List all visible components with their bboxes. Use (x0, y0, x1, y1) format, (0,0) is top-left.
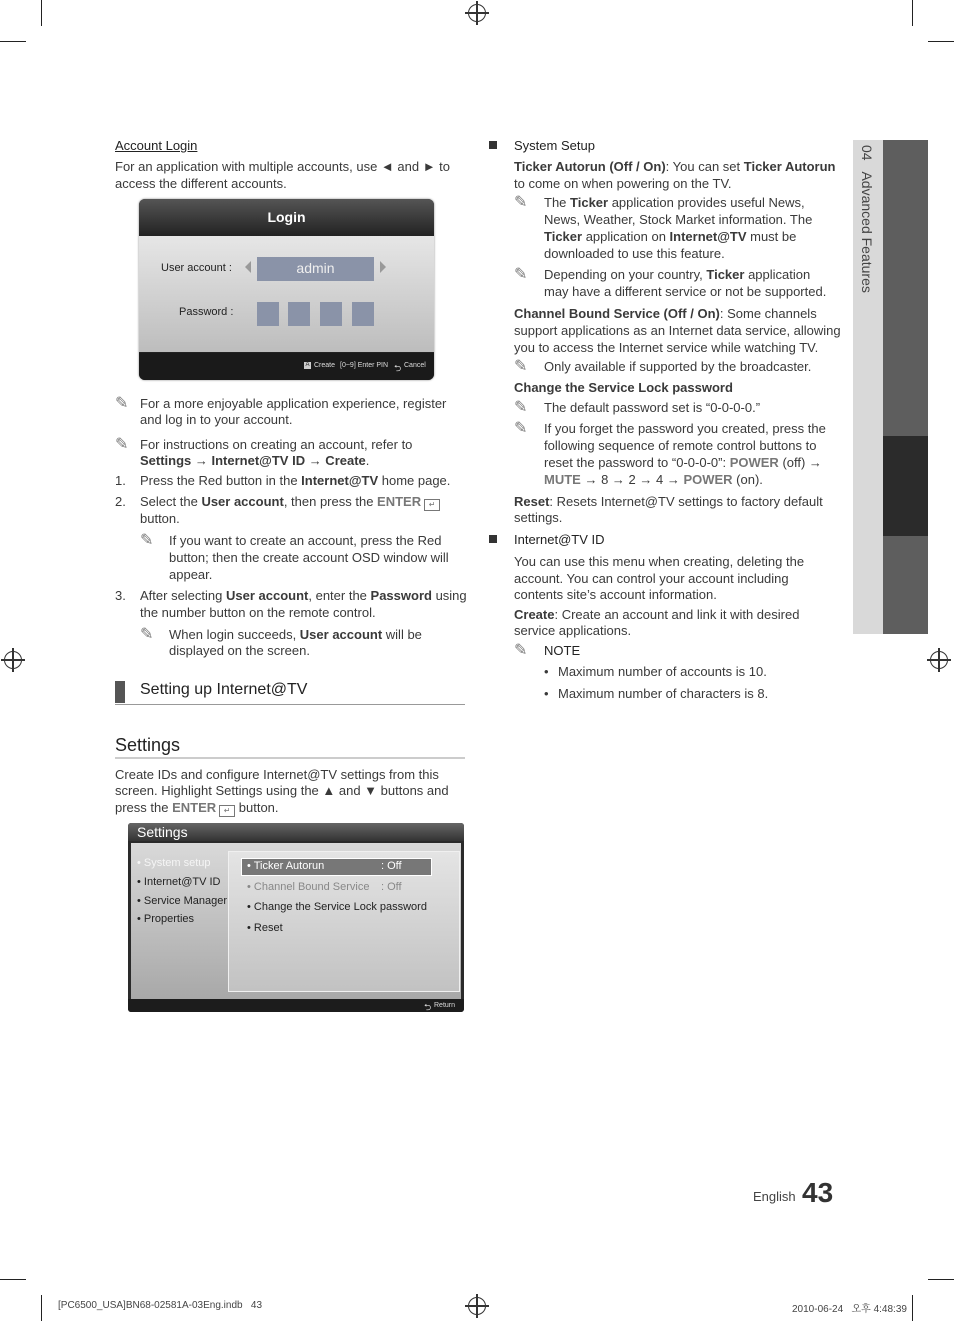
step-text: the number button on the remote control. (140, 605, 376, 620)
pencil-note-icon: ✎ (115, 436, 129, 453)
menu-item-internet-tv-id[interactable]: • Internet@TV ID (137, 876, 221, 888)
section-rule (115, 704, 465, 705)
submenu-ticker-autorun-value: : Off (381, 860, 402, 872)
note-text: Settings → Internet@TV ID → Create. (140, 453, 370, 468)
settings-footer (128, 999, 464, 1012)
pencil-note-icon: ✎ (514, 266, 528, 283)
crop-mark (928, 1279, 954, 1280)
account-login-text: For an application with multiple accounts, use ◄ and ► to (115, 159, 451, 174)
pin-digit-field[interactable] (257, 302, 279, 326)
return-icon: ⮌ (394, 363, 402, 373)
submenu-channel-bound-service[interactable]: • Channel Bound Service (247, 881, 370, 893)
submenu-channel-bound-service-value: : Off (381, 881, 402, 893)
pencil-note-icon: ✎ (115, 395, 129, 412)
submenu-change-lock-password[interactable]: • Change the Service Lock password (247, 901, 427, 913)
channel-bound-text: Channel Bound Service (Off / On): Some channels (514, 306, 817, 321)
settings-panel (131, 843, 461, 999)
registration-mark-icon (4, 651, 22, 669)
square-bullet-icon (489, 141, 497, 149)
registration-mark-icon (468, 1297, 486, 1315)
pencil-note-icon: ✎ (514, 399, 528, 416)
square-bullet-icon (489, 535, 497, 543)
settings-dialog (128, 823, 464, 1012)
enter-icon: ↵ (424, 499, 440, 511)
note-text: MUTE → 8 → 2 → 4 → POWER (on). (544, 472, 763, 487)
language-label: English (753, 1189, 796, 1204)
note-text: button; then the create account OSD window will (169, 550, 449, 565)
return-icon: ⮌ (424, 1002, 432, 1012)
heading-rule (115, 757, 465, 759)
pin-digit-field[interactable] (352, 302, 374, 326)
note-text: The default password set is “0-0-0-0.” (544, 400, 761, 415)
note-text: Ticker application on Internet@TV must be (544, 229, 797, 244)
crop-mark (912, 0, 913, 26)
enter-icon: ↵ (219, 805, 235, 817)
settings-submenu (228, 851, 460, 992)
registration-mark-icon (468, 4, 486, 22)
print-date: 2010-06-24 오후 4:48:39 (792, 1304, 907, 1315)
pencil-note-icon: ✎ (140, 626, 154, 643)
settings-text: screen. Highlight Settings using the ▲ and ▼ buttons and (115, 783, 449, 798)
reset-text: Reset: Resets Internet@TV settings to factory default (514, 494, 823, 509)
chapter-tab-block (883, 140, 928, 436)
chapter-tab-block (883, 536, 928, 634)
note-text: For a more enjoyable application experience, register (140, 396, 447, 411)
note-text: following sequence of remote control buttons to (544, 438, 817, 453)
user-account-field[interactable]: admin (257, 257, 374, 281)
ticker-text: Ticker Autorun (Off / On): You can set Ticker Autorun (514, 159, 836, 174)
note-text: downloaded to use this feature. (544, 246, 725, 261)
bullet-dot: • (544, 686, 549, 701)
menu-item-service-manager[interactable]: • Service Manager (137, 895, 228, 907)
footer-cancel[interactable]: Cancel (404, 362, 426, 369)
pencil-note-icon: ✎ (514, 642, 528, 659)
create-text: service applications. (514, 623, 632, 638)
page-number: 43 (802, 1177, 834, 1208)
system-setup-title: System Setup (514, 138, 595, 153)
pencil-note-icon: ✎ (514, 194, 528, 211)
crop-mark (41, 1295, 42, 1321)
crop-mark (0, 1279, 26, 1280)
note-text: News, Weather, Stock Market information. The (544, 212, 813, 227)
note-text: The Ticker application provides useful News, (544, 195, 805, 210)
note-text: For instructions on creating an account, refer to (140, 437, 413, 452)
login-title: Login (139, 199, 434, 236)
login-footer (139, 353, 434, 380)
note-bullet: Maximum number of characters is 8. (558, 686, 769, 701)
note-bullet: Maximum number of accounts is 10. (558, 664, 767, 679)
left-arrow-icon[interactable] (245, 261, 251, 273)
step-text: button. (140, 511, 180, 526)
chapter-tab-active (883, 436, 928, 536)
pin-digit-field[interactable] (288, 302, 310, 326)
note-text: When login succeeds, User account will be (169, 627, 422, 642)
chapter-label: 04 Advanced Features (859, 145, 875, 293)
step-text: After selecting User account, enter the Password using (140, 588, 467, 603)
note-text: and log in to your account. (140, 412, 293, 427)
right-arrow-icon[interactable] (380, 261, 386, 273)
login-body (139, 236, 434, 352)
pencil-note-icon: ✎ (140, 532, 154, 549)
section-marker (115, 681, 125, 703)
step-text: Press the Red button in the Internet@TV home page. (140, 473, 451, 488)
step-number: 1. (115, 473, 126, 488)
settings-text: press the ENTER ↵ button. (115, 800, 279, 815)
crop-mark (0, 41, 26, 42)
lock-title: Change the Service Lock password (514, 380, 733, 395)
pencil-note-icon: ✎ (514, 358, 528, 375)
red-a-button-icon: A (305, 362, 310, 368)
account-login-text: access the different accounts. (115, 176, 287, 191)
settings-title: Settings (128, 823, 464, 841)
step-text: Select the User account, then press the ENTER ↵ (140, 493, 440, 511)
id-text: You can use this menu when creating, deleting the (514, 554, 805, 569)
note-text: If you want to create an account, press the Red (169, 533, 442, 548)
channel-bound-text: you to access the Internet service while watching TV. (514, 340, 819, 355)
internet-tv-id-title: Internet@TV ID (514, 532, 605, 547)
login-dialog (139, 199, 434, 380)
registration-mark-icon (930, 651, 948, 669)
note-text: appear. (169, 567, 213, 582)
id-text: account. You can control your account including (514, 571, 789, 586)
settings-heading: Settings (115, 735, 181, 755)
password-label: Password : (179, 306, 234, 318)
reset-text: settings. (514, 510, 563, 525)
pin-digit-field[interactable] (320, 302, 342, 326)
note-text: If you forget the password you created, press the (544, 421, 826, 436)
menu-item-system-setup[interactable]: • System setup (137, 857, 211, 869)
footer-enter-pin: [0~9] Enter PIN (340, 362, 389, 369)
account-login-title: Account Login (115, 138, 198, 153)
channel-bound-text: support applications as an Internet data service, allowing (514, 323, 841, 338)
file-info: [PC6500_USA]BN68-02581A-03Eng.indb 43 (58, 1300, 263, 1311)
create-text: Create: Create an account and link it with desired (514, 607, 800, 622)
note-text: Only available if supported by the broadcaster. (544, 359, 812, 374)
pencil-note-icon: ✎ (514, 420, 528, 437)
crop-mark (928, 41, 954, 42)
submenu-ticker-autorun[interactable]: • Ticker Autorun (247, 860, 325, 872)
user-account-label: User account : (161, 262, 232, 274)
footer-return[interactable]: Return (434, 1002, 456, 1009)
note-text: reset the password to “0-0-0-0”: POWER (off) → (544, 455, 822, 470)
note-text: displayed on the screen. (169, 643, 310, 658)
step-number: 2. (115, 494, 126, 509)
footer-create[interactable]: Create (314, 362, 336, 369)
submenu-reset[interactable]: • Reset (247, 922, 283, 934)
settings-text: Create IDs and configure Internet@TV settings from this (115, 767, 439, 782)
bullet-dot: • (544, 664, 549, 679)
crop-mark (912, 1295, 913, 1321)
step-number: 3. (115, 588, 126, 603)
note-text: may have a different service or not be supported. (544, 284, 827, 299)
crop-mark (41, 0, 42, 26)
id-text: contents site’s account information. (514, 587, 717, 602)
menu-item-properties[interactable]: • Properties (137, 913, 195, 925)
section-title: Setting up Internet@TV (140, 681, 308, 698)
ticker-text: to come on when powering on the TV. (514, 176, 732, 191)
note-label: NOTE (544, 643, 581, 658)
note-text: Depending on your country, Ticker application (544, 267, 811, 282)
